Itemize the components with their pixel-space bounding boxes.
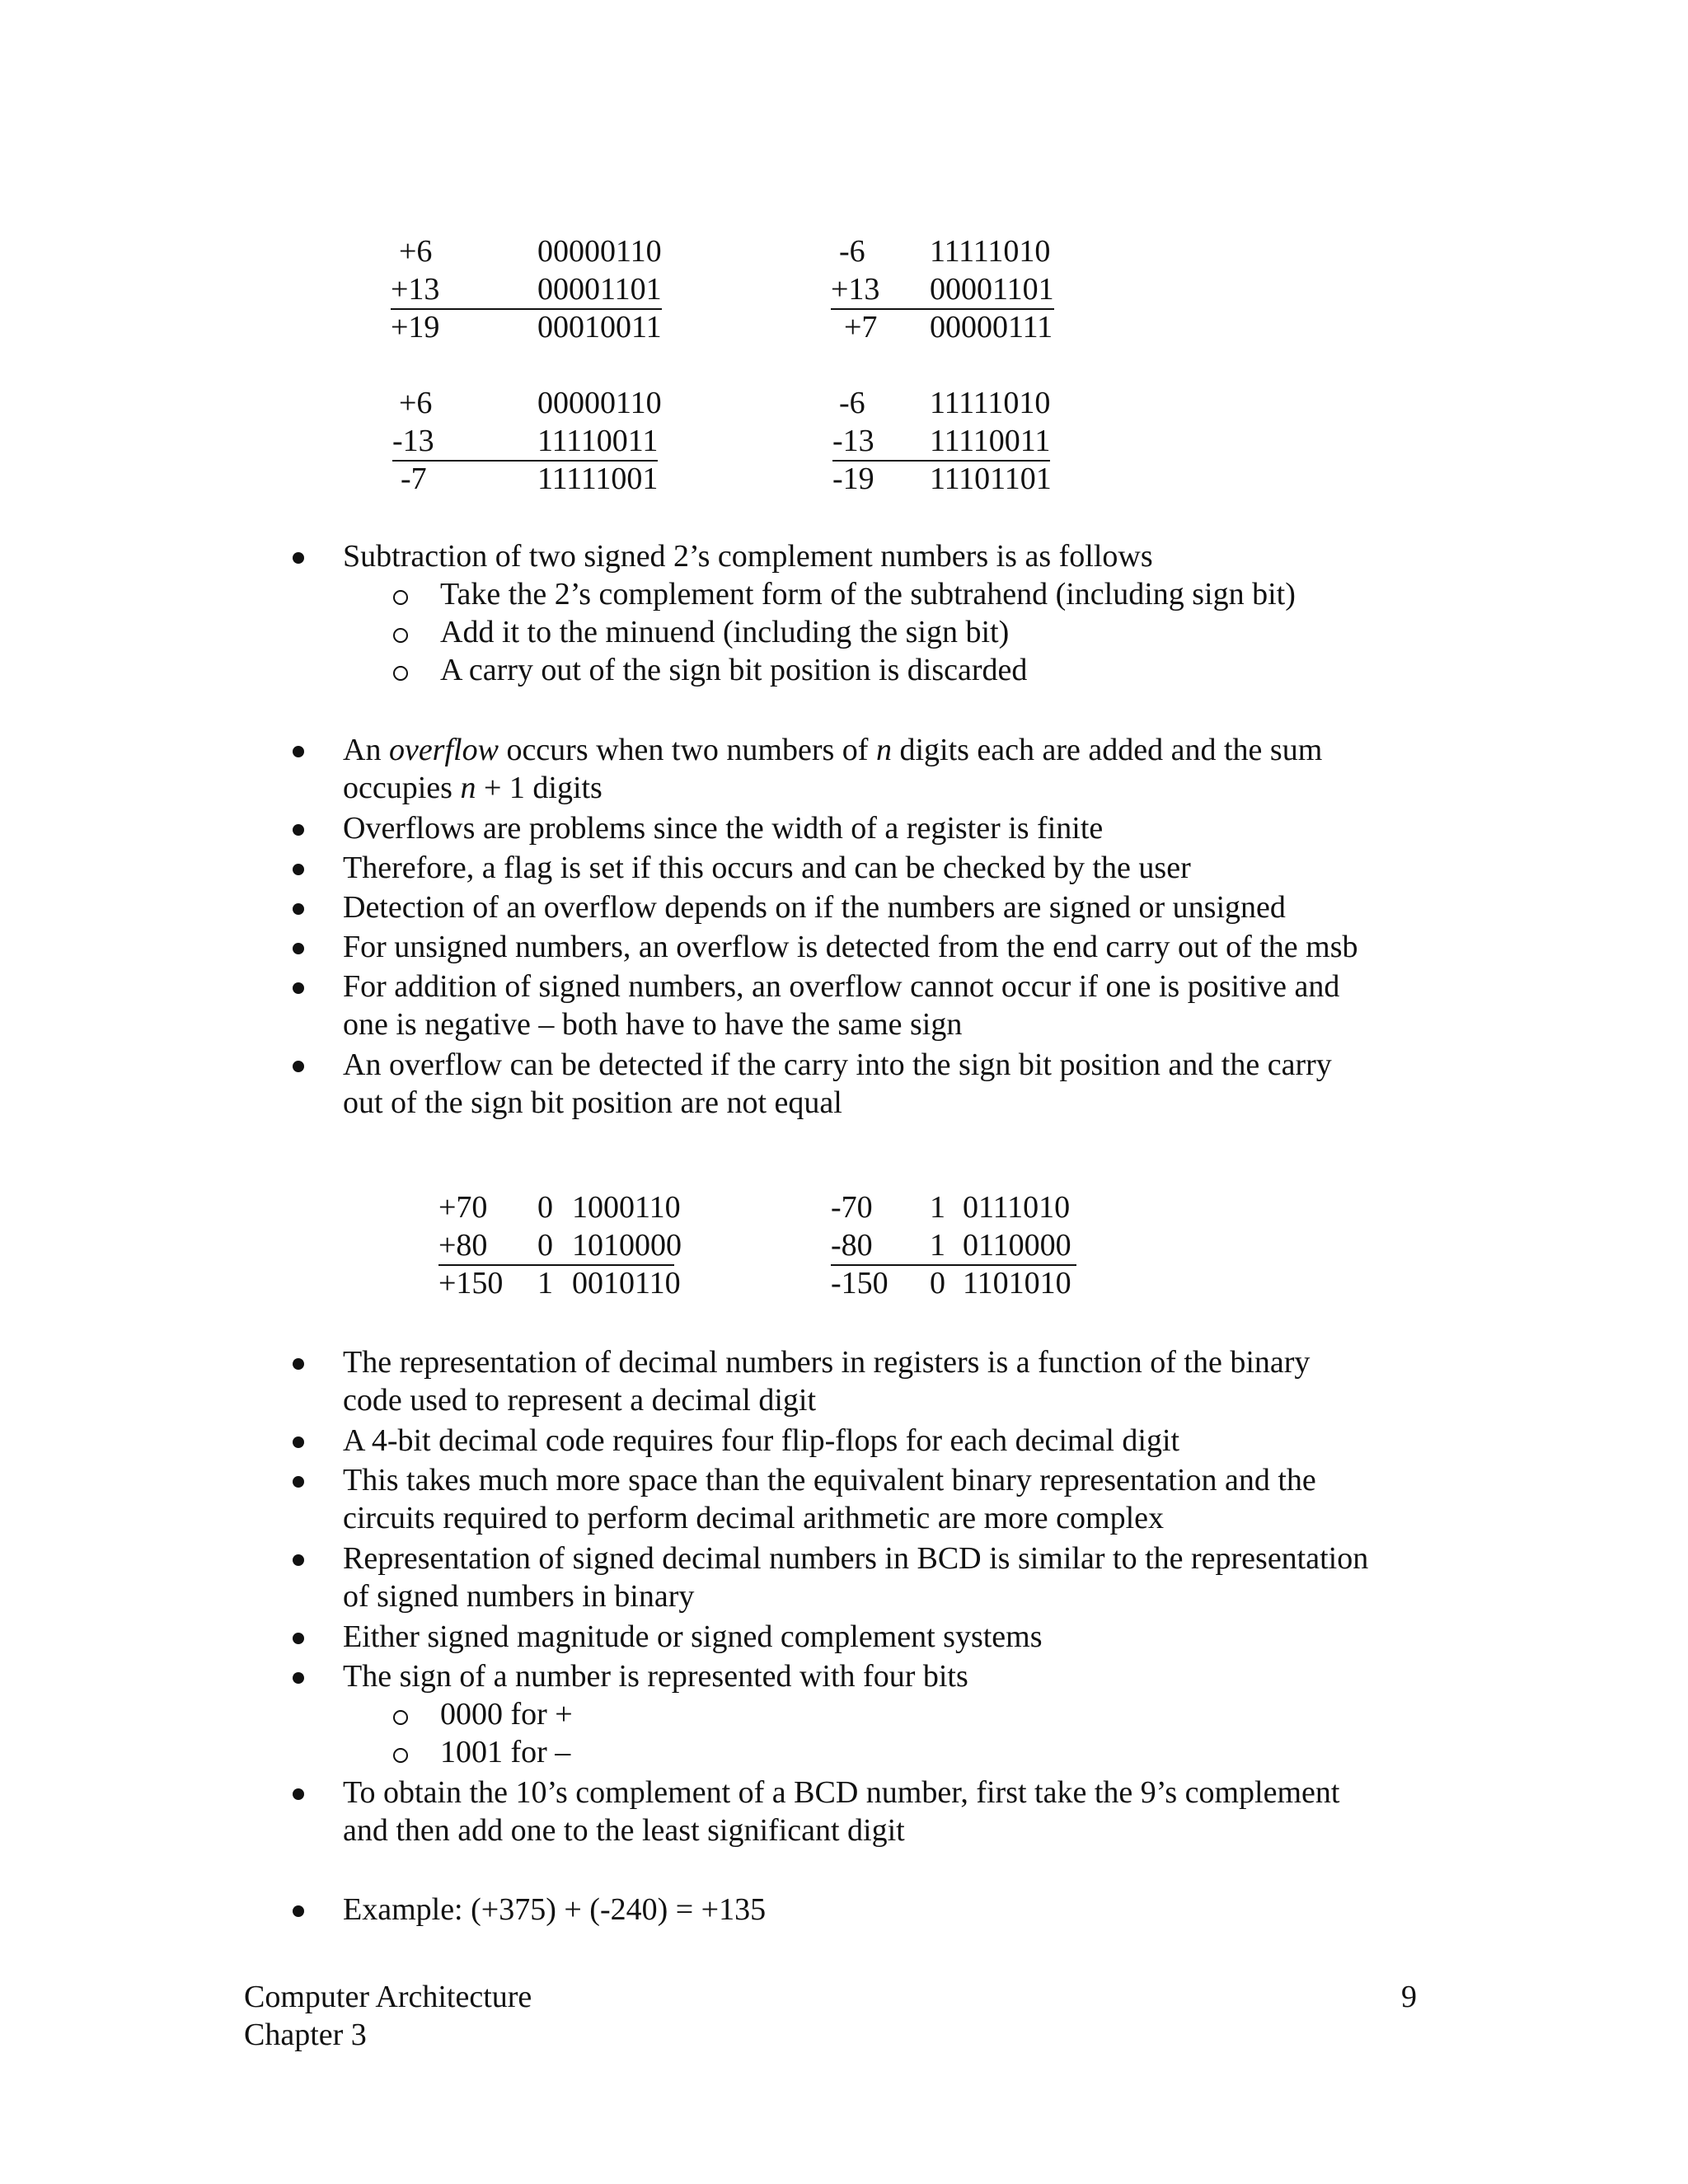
sign-plus: 0000 for + [440, 1697, 573, 1732]
sign-minus: 1001 for – [440, 1735, 571, 1769]
ov-l-r1-bin: 1000110 [572, 1190, 681, 1225]
sub-bullet-circle [393, 590, 408, 605]
bullet-dot [293, 552, 304, 564]
sub-bullet-circle [393, 628, 408, 643]
t1-r-r3-bin: 00000111 [930, 310, 1053, 344]
sub-bullet-circle [393, 1710, 408, 1725]
sub-bullet-circle [393, 666, 408, 681]
overflow-signed-l2: one is negative – both have to have the same sign [343, 1007, 963, 1042]
overflow-definition: An overflow occurs when two numbers of n digits each are added and the sum [343, 733, 1323, 767]
decimal-rep-l1: The representation of decimal numbers in registers is a function of the binary [343, 1345, 1311, 1380]
bullet-dot [293, 1476, 304, 1488]
decimal-space-l1: This takes much more space than the equivalent binary representation and the [343, 1463, 1316, 1497]
ov-r-r1-bin: 0111010 [963, 1190, 1071, 1225]
ov-r-r3-bin: 1101010 [963, 1266, 1071, 1301]
t2-r-r2-bin: 11110011 [930, 422, 1050, 462]
overflow-detection: Detection of an overflow depends on if the numbers are signed or unsigned [343, 890, 1286, 925]
decimal-4bit: A 4-bit decimal code requires four flip-flops for each decimal digit [343, 1423, 1180, 1458]
bullet-dot [293, 1358, 304, 1370]
bullet-dot [293, 864, 304, 875]
subtraction-text: Subtraction of two signed 2’s complement numbers is as follows [343, 539, 1153, 574]
t1-r-r2-dec: +13 [831, 270, 930, 310]
ov-r-r3-dec: -150 [831, 1266, 889, 1301]
overflow-register-width: Overflows are problems since the width of a register is finite [343, 811, 1104, 846]
ov-r-r1-dec: -70 [831, 1190, 873, 1225]
overflow-unsigned: For unsigned numbers, an overflow is detected from the end carry out of the msb [343, 930, 1358, 964]
bullet-dot [293, 746, 304, 757]
subtraction-step-3: A carry out of the sign bit position is discarded [440, 653, 1028, 687]
decimal-sign: The sign of a number is represented with four bits [343, 1659, 968, 1694]
decimal-bcd-l2: of signed numbers in binary [343, 1579, 695, 1614]
overflow-flag: Therefore, a flag is set if this occurs and can be checked by the user [343, 851, 1191, 885]
bullet-dot [293, 943, 304, 954]
t1-l-r2-bin: 00001101 [537, 270, 662, 310]
ov-l-r1-bit: 0 [537, 1190, 553, 1225]
t2-l-r2-bin: 11110011 [537, 422, 658, 462]
bullet-dot [293, 1061, 304, 1072]
t1-r-r2-bin: 00001101 [930, 270, 1054, 310]
t2-r-r3-bin: 11101101 [930, 462, 1052, 496]
decimal-rep-l2: code used to represent a decimal digit [343, 1383, 817, 1418]
overflow-carry-l1: An overflow can be detected if the carry into the sign bit position and the carry [343, 1047, 1332, 1082]
ov-l-r1-dec: +70 [438, 1190, 488, 1225]
t2-l-r1-bin: 00000110 [537, 386, 662, 420]
decimal-systems: Either signed magnitude or signed complement systems [343, 1619, 1043, 1654]
overflow-signed-l1: For addition of signed numbers, an overflow cannot occur if one is positive and [343, 969, 1340, 1004]
t1-r-r1-bin: 11111010 [930, 234, 1051, 269]
decimal-space-l2: circuits required to perform decimal arithmetic are more complex [343, 1501, 1165, 1535]
t1-l-r1-bin: 00000110 [537, 234, 662, 269]
t1-r-r3-dec: +7 [844, 310, 878, 344]
sub-bullet-circle [393, 1748, 408, 1763]
t1-r-r1-dec: -6 [839, 234, 865, 269]
subtraction-step-1: Take the 2’s complement form of the subtrahend (including sign bit) [440, 577, 1296, 612]
decimal-10s-l1: To obtain the 10’s complement of a BCD number, first take the 9’s complement [343, 1775, 1340, 1810]
bullet-dot [293, 1633, 304, 1644]
ov-r-r1-bit: 1 [930, 1190, 945, 1225]
t2-l-r3-dec: -7 [401, 462, 427, 496]
t2-r-r1-dec: -6 [839, 386, 865, 420]
decimal-bcd-l1: Representation of signed decimal numbers in BCD is similar to the representation [343, 1541, 1369, 1576]
bullet-dot [293, 982, 304, 994]
t1-l-r1-dec: +6 [399, 234, 433, 269]
t2-l-r1-dec: +6 [399, 386, 433, 420]
decimal-example: Example: (+375) + (-240) = +135 [343, 1892, 767, 1927]
t2-l-r3-bin: 11111001 [537, 462, 659, 496]
ov-l-r2: +80 0 1010000 [438, 1226, 674, 1266]
decimal-10s-l2: and then add one to the least significant digit [343, 1813, 905, 1848]
t2-r-r3-dec: -19 [832, 462, 874, 496]
t2-r-r1-bin: 11111010 [930, 386, 1051, 420]
overflow-carry-l2: out of the sign bit position are not equal [343, 1085, 842, 1120]
bullet-dot [293, 824, 304, 836]
t2-r-r2-dec: -13 [832, 422, 930, 462]
ov-r-r3-bit: 0 [930, 1266, 945, 1301]
page-number: 9 [1401, 1980, 1417, 2014]
subtraction-step-2: Add it to the minuend (including the sign bit) [440, 615, 1010, 649]
bullet-dot [293, 1554, 304, 1566]
t1-l-r3-bin: 00010011 [537, 310, 662, 344]
bullet-dot [293, 1436, 304, 1448]
bullet-dot [293, 1672, 304, 1684]
overflow-definition-cont: occupies n + 1 digits [343, 771, 603, 805]
bullet-dot [293, 1788, 304, 1800]
ov-r-r2: -80 1 0110000 [831, 1226, 1076, 1266]
ov-l-r3-bin: 0010110 [572, 1266, 681, 1301]
t2-l-r2-dec: -13 [392, 422, 537, 462]
bullet-dot [293, 1905, 304, 1917]
footer-course: Computer Architecture [244, 1980, 532, 2014]
ov-l-r3-dec: +150 [438, 1266, 504, 1301]
bullet-dot [293, 903, 304, 915]
ov-l-r3-bit: 1 [537, 1266, 553, 1301]
t1-l-r3-dec: +19 [391, 310, 440, 344]
t1-l-r2-dec: +13 [391, 270, 537, 310]
footer-chapter: Chapter 3 [244, 2018, 367, 2052]
